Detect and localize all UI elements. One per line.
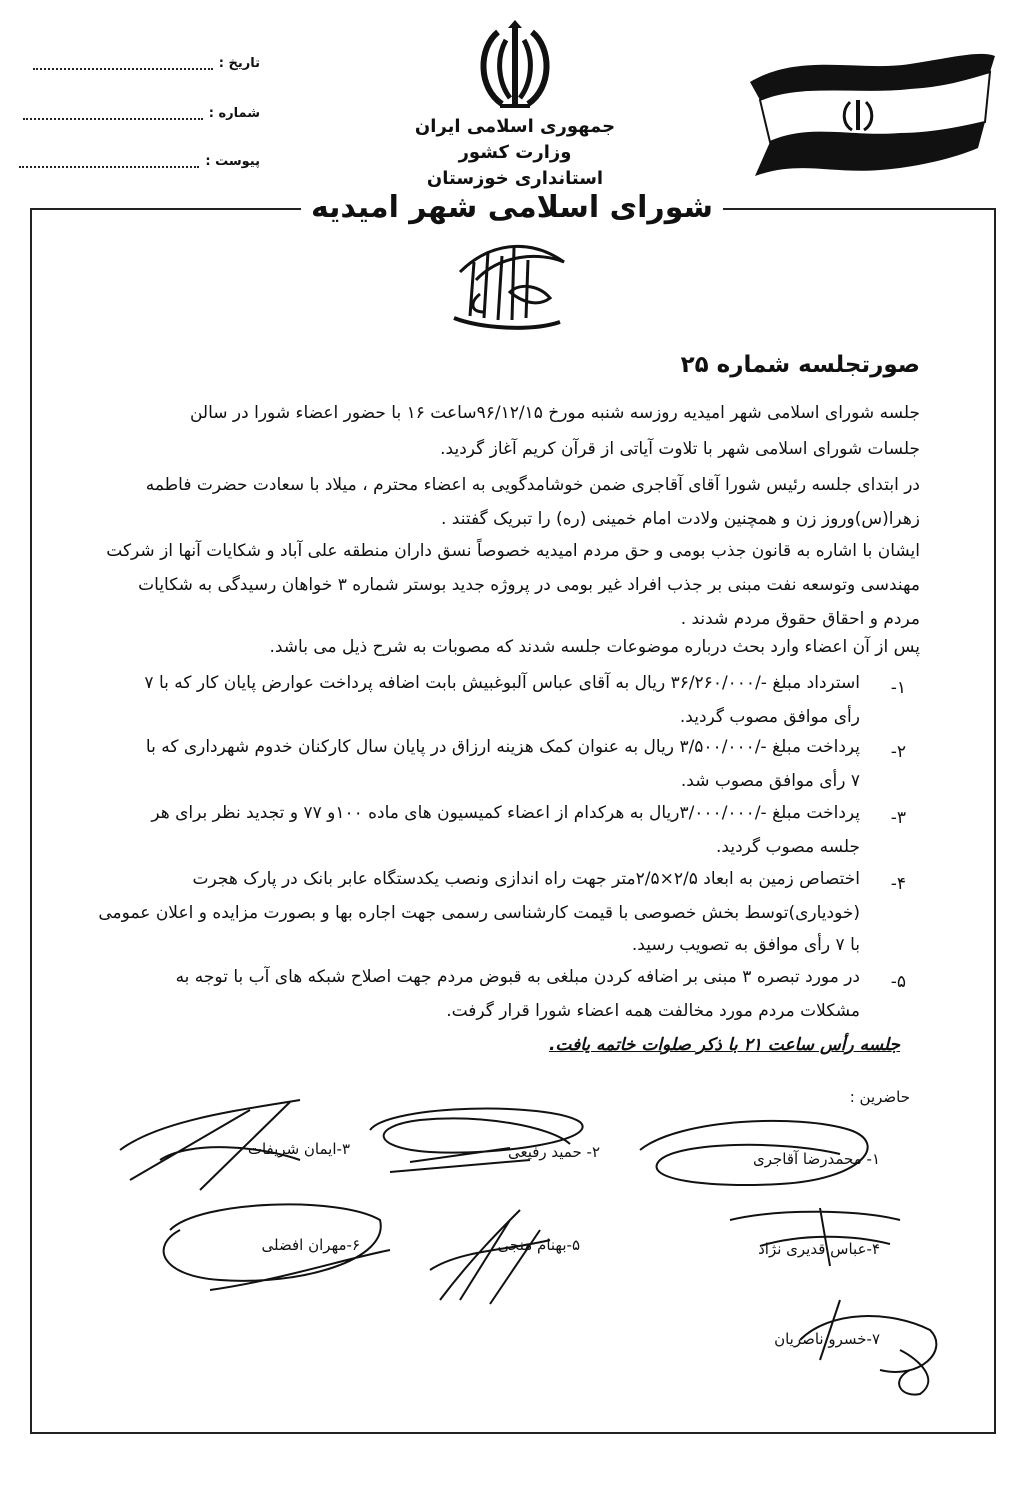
signature-sharifat-icon bbox=[100, 1090, 320, 1200]
intro-line: ایشان با اشاره به قانون جذب بومی و حق مردم امیدیه خصوصاً نسق داران منطقه علی آباد و شکایات آنها از شرکت bbox=[106, 541, 920, 561]
item-line: در مورد تبصره ۳ مبنی بر اضافه کردن مبلغی به قبوض مردم جهت اصلاح شبکه های آب با توجه به bbox=[175, 967, 860, 987]
iran-emblem-icon bbox=[470, 18, 560, 114]
signature-afzali-icon bbox=[140, 1190, 400, 1300]
date-field bbox=[30, 56, 260, 71]
item-line: با ۷ رأی موافق به تصویب رسید. bbox=[631, 935, 860, 955]
item-line: مشکلات مردم مورد مخالفت همه اعضاء شورا قرار گرفت. bbox=[446, 1001, 860, 1021]
intro-line: جلسات شورای اسلامی شهر با تلاوت آیاتی از قرآن کریم آغاز گردید. bbox=[440, 439, 920, 459]
closing-line: جلسه رأس ساعت ۲۱ با ذکر صلوات خاتمه یافت. bbox=[548, 1035, 900, 1055]
item-line: (خودیاری)توسط بخش خصوصی با قیمت کارشناسی رسمی جهت اجاره بها و بصورت مزایده و اعلان عمومی bbox=[98, 903, 860, 923]
item-line: ۷ رأی موافق مصوب شد. bbox=[680, 771, 860, 791]
date-dots bbox=[33, 58, 213, 70]
number-field bbox=[30, 106, 260, 121]
item-line: پرداخت مبلغ -/۳/۰۰۰/۰۰۰ریال به هرکدام از اعضاء کمیسیون های ماده ۱۰۰و ۷۷ و تجدید نظر برای هر bbox=[151, 803, 860, 823]
intro-line: جلسه شورای اسلامی شهر امیدیه روزسه شنبه مورخ ۹۶/۱۲/۱۵ساعت ۱۶ با حضور اعضاء شورا در سالن bbox=[189, 403, 920, 423]
signature-monji-icon bbox=[420, 1200, 560, 1310]
signature-rafiei-icon bbox=[350, 1100, 600, 1180]
document-title: صورتجلسه شماره ۲۵ bbox=[680, 352, 920, 378]
intro-line: زهرا(س)وروز زن و همچنین ولادت امام خمینی (ره) را تبریک گفتند . bbox=[440, 509, 920, 529]
attachment-field bbox=[30, 154, 260, 169]
intro-line: مردم و احقاق حقوق مردم شدند . bbox=[680, 609, 920, 629]
attendees-label: حاضرین : bbox=[849, 1088, 910, 1106]
number-dots bbox=[23, 108, 203, 120]
org-line-2: وزارت کشور bbox=[458, 142, 572, 163]
intro-line: در ابتدای جلسه رئیس شورا آقای آقاجری ضمن خوشامدگویی به اعضاء محترم ، میلاد با سعادت حضرت فاطمه bbox=[145, 475, 920, 495]
signature-naserian-icon bbox=[780, 1290, 960, 1400]
attendee-name: ۱- محمدرضا آقاجری bbox=[752, 1150, 880, 1168]
item-number: ۵- bbox=[890, 972, 906, 992]
org-line-1: جمهوری اسلامی ایران bbox=[414, 116, 616, 137]
item-line: استرداد مبلغ -/۳۶/۲۶۰/۰۰۰ ریال به آقای عباس آلبوغبیش بابت اضافه پرداخت عوارض پایان کار که با ۷ bbox=[144, 673, 860, 693]
item-number: ۱- bbox=[890, 678, 906, 698]
item-line: اختصاص زمین به ابعاد ۲/۵×۲/۵متر جهت راه اندازی ونصب یکدستگاه عابر بانک در پارک هجرت bbox=[192, 869, 860, 889]
signature-ghadiri-icon bbox=[720, 1200, 920, 1270]
council-title-wrap bbox=[0, 190, 1024, 225]
attendee-name: ۳-ایمان شریفات bbox=[247, 1140, 350, 1158]
item-line: رأی موافق مصوب گردید. bbox=[679, 707, 860, 727]
intro-line: مهندسی وتوسعه نفت مبنی بر جذب افراد غیر بومی در پروژه جدید بوستر شماره ۳ خواهان رسیدگی به شکایات bbox=[138, 575, 920, 595]
basmala-calligraphy-icon bbox=[440, 232, 580, 342]
council-title: شورای اسلامی شهر امیدیه bbox=[301, 190, 723, 225]
attachment-label: پیوست : bbox=[205, 154, 260, 169]
item-line: پرداخت مبلغ -/۳/۵۰۰/۰۰۰ ریال به عنوان کمک هزینه ارزاق در پایان سال کارکنان خدوم شهرداری که با bbox=[145, 737, 860, 757]
signature-aghajari-icon bbox=[600, 1110, 900, 1200]
attendee-name: ۶-مهران افضلی bbox=[261, 1236, 360, 1254]
item-line: جلسه مصوب گردید. bbox=[716, 837, 860, 857]
attachment-dots bbox=[19, 156, 199, 168]
item-number: ۲- bbox=[890, 742, 906, 762]
date-label: تاریخ : bbox=[218, 56, 260, 71]
attendee-name: ۷-خسرو ناصریان bbox=[774, 1330, 880, 1348]
item-number: ۳- bbox=[890, 808, 906, 828]
iran-flag-icon bbox=[740, 42, 1000, 182]
attendee-name: ۲- حمید رفیعی bbox=[507, 1143, 600, 1161]
org-line-3: استانداری خوزستان bbox=[426, 168, 604, 189]
intro-line: پس از آن اعضاء وارد بحث درباره موضوعات جلسه شدند که مصوبات به شرح ذیل می باشد. bbox=[269, 637, 920, 657]
attendee-name: ۵-بهنام منجی bbox=[497, 1236, 580, 1254]
number-label: شماره : bbox=[208, 106, 260, 121]
attendee-name: ۴-عباس قدیری نژاد bbox=[758, 1240, 880, 1258]
item-number: ۴- bbox=[890, 874, 906, 894]
